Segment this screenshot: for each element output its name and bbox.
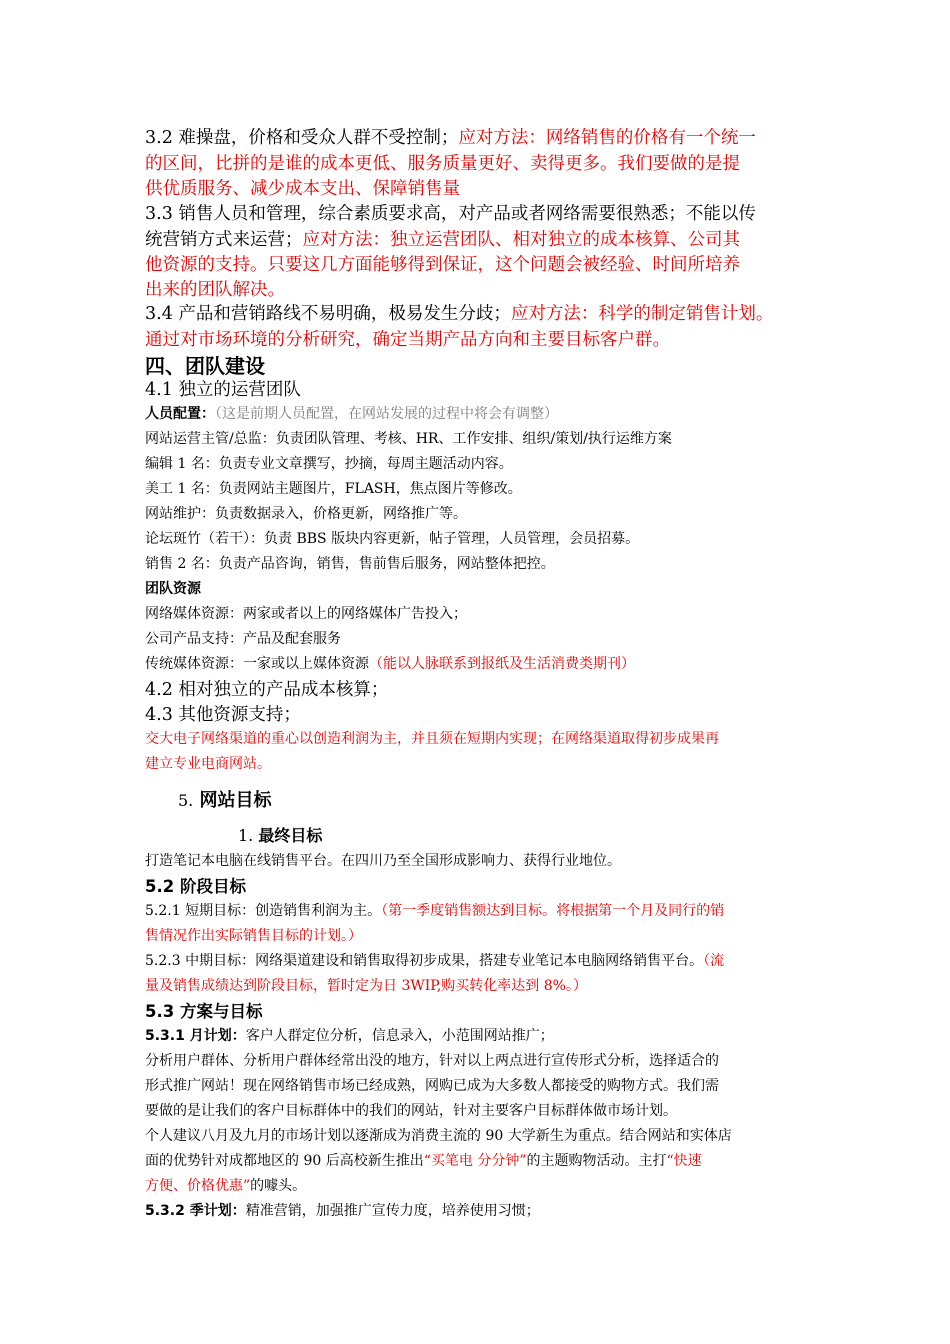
campaign-highlight: 方便、价格优惠” [145,1178,251,1194]
plan-paragraph-line: 个人建议八月及九月的市场计划以逐渐成为消费主流的 90 大学新生为重点。结合网站和实体店 [145,1128,732,1144]
section5-number: 5. [178,791,194,810]
staff-config [145,403,558,423]
quarterly-plan-label: 5.3.2 季计划： [145,1203,246,1219]
final-goal-text: 打造笔记本电脑在线销售平台。在四川乃至全国形成影响力、获得行业地位。 [145,853,621,869]
quarterly-plan-text: 精准营销，加强推广宣传力度，培养使用习惯； [245,1203,540,1219]
final-goal-heading [238,823,322,846]
resource-text: 传统媒体资源：一家或以上媒体资源 [145,656,369,672]
campaign-highlight: “快速 [666,1153,702,1169]
section5-title: 网站目标 [199,790,272,811]
p33-line2 [145,226,740,251]
p33-line3: 他资源的支持。只要这几方面能够得到保证，这个问题会被经验、时间所培养 [145,255,740,275]
section52-heading: 5.2 阶段目标 [145,877,246,896]
mid-term-text: 5.2.3 中期目标：网络渠道建设和销售取得初步成果，搭建专业笔记本电脑网络销售平台。 [145,953,704,969]
section41-heading: 4.1 独立的运营团队 [145,380,301,400]
section43-note-line1: 交大电子网络渠道的重心以创造利润为主，并且须在短期内实现；在网络渠道取得初步成果再 [145,731,719,747]
staff-item: 网站运营主管/总监：负责团队管理、考核、HR、工作安排、组织/策划/执行运维方案 [145,431,672,447]
plan-paragraph-line: 要做的是让我们的客户目标群体中的我们的网站，针对主要客户目标群体做市场计划。 [145,1103,677,1119]
plan-paragraph-line [145,1175,306,1195]
campaign-slogan: “买笔电 分分钟” [423,1153,527,1169]
short-term-text: 5.2.1 短期目标：创造销售利润为主。 [145,903,382,919]
p33-text: 统营销方式来运营； [145,230,303,250]
section53-heading: 5.3 方案与目标 [145,1002,263,1021]
monthly-plan-label: 5.3.1 月计划： [145,1028,246,1044]
p32-solution: 应对方法：网络销售的价格有一个统一 [458,128,756,148]
p32-line2: 的区间，比拼的是谁的成本更低、服务质量更好、卖得更多。我们要做的是提 [145,154,740,174]
team-resources-heading: 团队资源 [145,581,201,597]
monthly-plan-text: 客户人群定位分析，信息录入，小范围网站推广； [245,1028,554,1044]
section5-heading [178,786,272,812]
mid-term-note: （流 [703,953,725,969]
staff-item: 论坛斑竹（若干）：负责 BBS 版块内容更新，帖子管理，人员管理，会员招募。 [145,531,640,547]
staff-label: 人员配置： [145,406,215,422]
p34-text: 3.4 产品和营销路线不易明确，极易发生分歧； [145,304,511,324]
p33-solution: 应对方法：独立运营团队、相对独立的成本核算、公司其 [302,230,740,250]
p32-line1 [145,124,756,149]
p32-text: 3.2 难操盘，价格和受众人群不受控制； [145,128,459,148]
p34-solution: 应对方法：科学的制定销售计划。 [510,304,774,324]
short-term-note: （第一季度销售额达到目标。将根据第一个月及同行的销 [381,903,725,919]
final-goal-title: 最终目标 [258,826,323,845]
resource-note: （能以人脉联系到报纸及生活消费类期刊） [369,656,635,672]
quarterly-plan [145,1200,540,1220]
mid-term-goal [145,950,724,970]
resource-item [145,653,635,673]
plan-text: 面的优势针对成都地区的 90 后高校新生推出 [145,1153,424,1169]
section42-heading: 4.2 相对独立的产品成本核算； [145,680,389,700]
monthly-plan [145,1025,554,1045]
mid-term-note-line2: 量及销售成绩达到阶段目标，暂时定为日 3WIP,购买转化率达到 8%。） [145,978,587,994]
plan-text: 的噱头。 [250,1178,307,1194]
resource-item: 公司产品支持：产品及配套服务 [145,631,341,647]
plan-paragraph-line: 分析用户群体、分析用户群体经常出没的地方，针对以上两点进行宣传形式分析，选择适合的 [145,1053,719,1069]
staff-item: 网站维护：负责数据录入，价格更新，网络推广等。 [145,506,467,522]
staff-item: 编辑 1 名：负责专业文章撰写，抄摘，每周主题活动内容。 [145,456,513,472]
staff-item: 美工 1 名：负责网站主题图片，FLASH，焦点图片等修改。 [145,481,522,497]
plan-paragraph-line: 形式推广网站！现在网络销售市场已经成熟，网购已成为大多数人都接受的购物方式。我们需 [145,1078,719,1094]
p32-line3: 供优质服务、减少成本支出、保障销售量 [145,179,460,199]
section43-heading: 4.3 其他资源支持； [145,705,301,725]
section43-note-line2: 建立专业电商网站。 [145,756,271,772]
final-goal-number: 1. [238,826,254,845]
p33-line4: 出来的团队解决。 [145,280,285,300]
short-term-note-line2: 售情况作出实际销售目标的计划。） [145,928,362,944]
p33-line1: 3.3 销售人员和管理，综合素质要求高，对产品或者网络需要很熟悉；不能以传 [145,204,756,224]
p34-line1 [145,300,773,325]
resource-item: 网络媒体资源：两家或者以上的网络媒体广告投入； [145,606,467,622]
short-term-goal [145,900,724,920]
plan-paragraph-line [145,1150,702,1170]
p34-line2: 通过对市场环境的分析研究，确定当期产品方向和主要目标客户群。 [145,330,670,350]
staff-item: 销售 2 名：负责产品咨询，销售，售前售后服务，网站整体把控。 [145,556,555,572]
staff-note: （这是前期人员配置，在网站发展的过程中将会有调整） [215,406,558,422]
plan-text: 的主题购物活动。主打 [526,1153,667,1169]
section4-heading: 四、团队建设 [145,354,265,378]
